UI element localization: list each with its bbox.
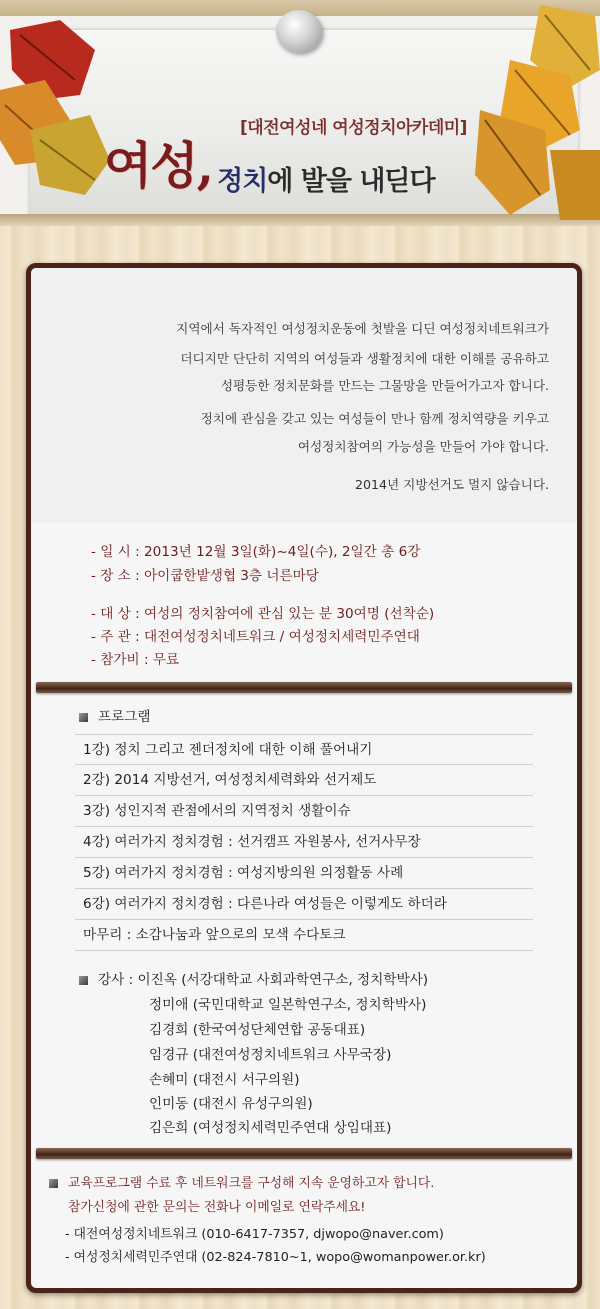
program-item: 5강) 여러가지 정치경험 : 여성지방의원 의정활동 사례 <box>75 858 533 889</box>
program-item: 1강) 정치 그리고 젠더정치에 대한 이해 풀어내기 <box>75 734 533 765</box>
intro-line: 2014년 지방선거도 멀지 않습니다. <box>354 477 549 492</box>
content-board <box>26 263 582 1293</box>
notice-line: 참가신청에 관한 문의는 전화나 이메일로 연락주세요! <box>68 1200 366 1215</box>
autumn-leaves-left-image <box>0 10 120 210</box>
lecturer-entry: 임경규 (대전여성정치네트워크 사무국장) <box>149 1047 392 1063</box>
intro-line: 성평등한 정치문화를 만드는 그물망을 만들어가고자 합니다. <box>220 378 549 393</box>
detail-venue: - 장 소 : 아이쿱한밭생협 3층 너른마당 <box>91 568 319 584</box>
lecturer-entry: 김은희 (여성정치세력민주연대 상임대표) <box>149 1120 392 1136</box>
program-item: 마무리 : 소감나눔과 앞으로의 모색 수다토크 <box>75 920 533 951</box>
program-heading-label: 프로그램 <box>98 709 151 725</box>
contact-line: - 여성정치세력민주연대 (02-824-7810~1, wopo@womanpower.or.kr) <box>65 1250 486 1265</box>
program-item: 3강) 성인지적 관점에서의 지역정치 생활이슈 <box>75 796 533 827</box>
wood-divider <box>36 1148 572 1159</box>
program-item: 4강) 여러가지 정치경험 : 선거캠프 자원봉사, 선거사무장 <box>75 827 533 858</box>
page-title <box>104 126 435 197</box>
notice-text: 교육프로그램 수료 후 네트워크를 구성해 지속 운영하고자 합니다. <box>68 1176 435 1191</box>
intro-line: 지역에서 독자적인 여성정치운동에 첫발을 디딘 여성정치네트워크가 <box>176 321 549 336</box>
intro-line: 더디지만 단단히 지역의 여성들과 생활정치에 대한 이해를 공유하고 <box>180 351 549 366</box>
detail-fee: - 참가비 : 무료 <box>91 652 180 668</box>
lecturer-entry: 정미애 (국민대학교 일본학연구소, 정치학박사) <box>149 997 427 1013</box>
program-item: 6강) 여러가지 정치경험 : 다른나라 여성들은 이렇게도 하더라 <box>75 889 533 920</box>
detail-date: - 일 시 : 2013년 12월 3일(화)~4일(수), 2일간 총 6강 <box>91 544 421 560</box>
program-item: 2강) 2014 지방선거, 여성정치세력화와 선거제도 <box>75 765 533 796</box>
notice-line <box>49 1172 434 1191</box>
bullet-square-icon <box>49 1179 58 1188</box>
bullet-square-icon <box>79 713 88 722</box>
banner-subtitle: [대전여성네 여성정치아카데미] <box>240 118 467 138</box>
pushpin-icon <box>276 10 322 52</box>
detail-organizer: - 주 관 : 대전여성정치네트워크 / 여성정치세력민주연대 <box>91 629 420 645</box>
lecturers-label: 강사 : <box>98 972 134 988</box>
lecturers-heading <box>79 968 428 988</box>
lecturer-entry: 이진옥 (서강대학교 사회과학연구소, 정치학박사) <box>137 972 429 988</box>
wood-divider <box>36 682 572 693</box>
detail-target: - 대 상 : 여성의 정치참여에 관심 있는 분 30여명 (선착순) <box>91 606 435 622</box>
intro-line: 정치에 관심을 갖고 있는 여성들이 만나 함께 정치역량을 키우고 <box>200 411 549 426</box>
bullet-square-icon <box>79 976 88 985</box>
title-women: 여성, <box>104 136 213 195</box>
lecturer-entry: 김경희 (한국여성단체연합 공동대표) <box>149 1022 366 1038</box>
intro-line: 여성정치참여의 가능성을 만들어 가야 합니다. <box>297 439 549 454</box>
contact-line: - 대전여성정치네트워크 (010-6417-7357, djwopo@naver.com) <box>65 1227 444 1242</box>
program-heading <box>79 705 151 725</box>
lecturer-entry: 인미동 (대전시 유성구의원) <box>149 1096 313 1112</box>
title-politics: 정치 <box>217 166 268 197</box>
title-rest: 에 발을 내딛다 <box>267 166 435 197</box>
header-banner <box>0 0 600 226</box>
lecturer-entry: 손혜미 (대전시 서구의원) <box>149 1072 300 1088</box>
intro-section <box>31 268 577 523</box>
